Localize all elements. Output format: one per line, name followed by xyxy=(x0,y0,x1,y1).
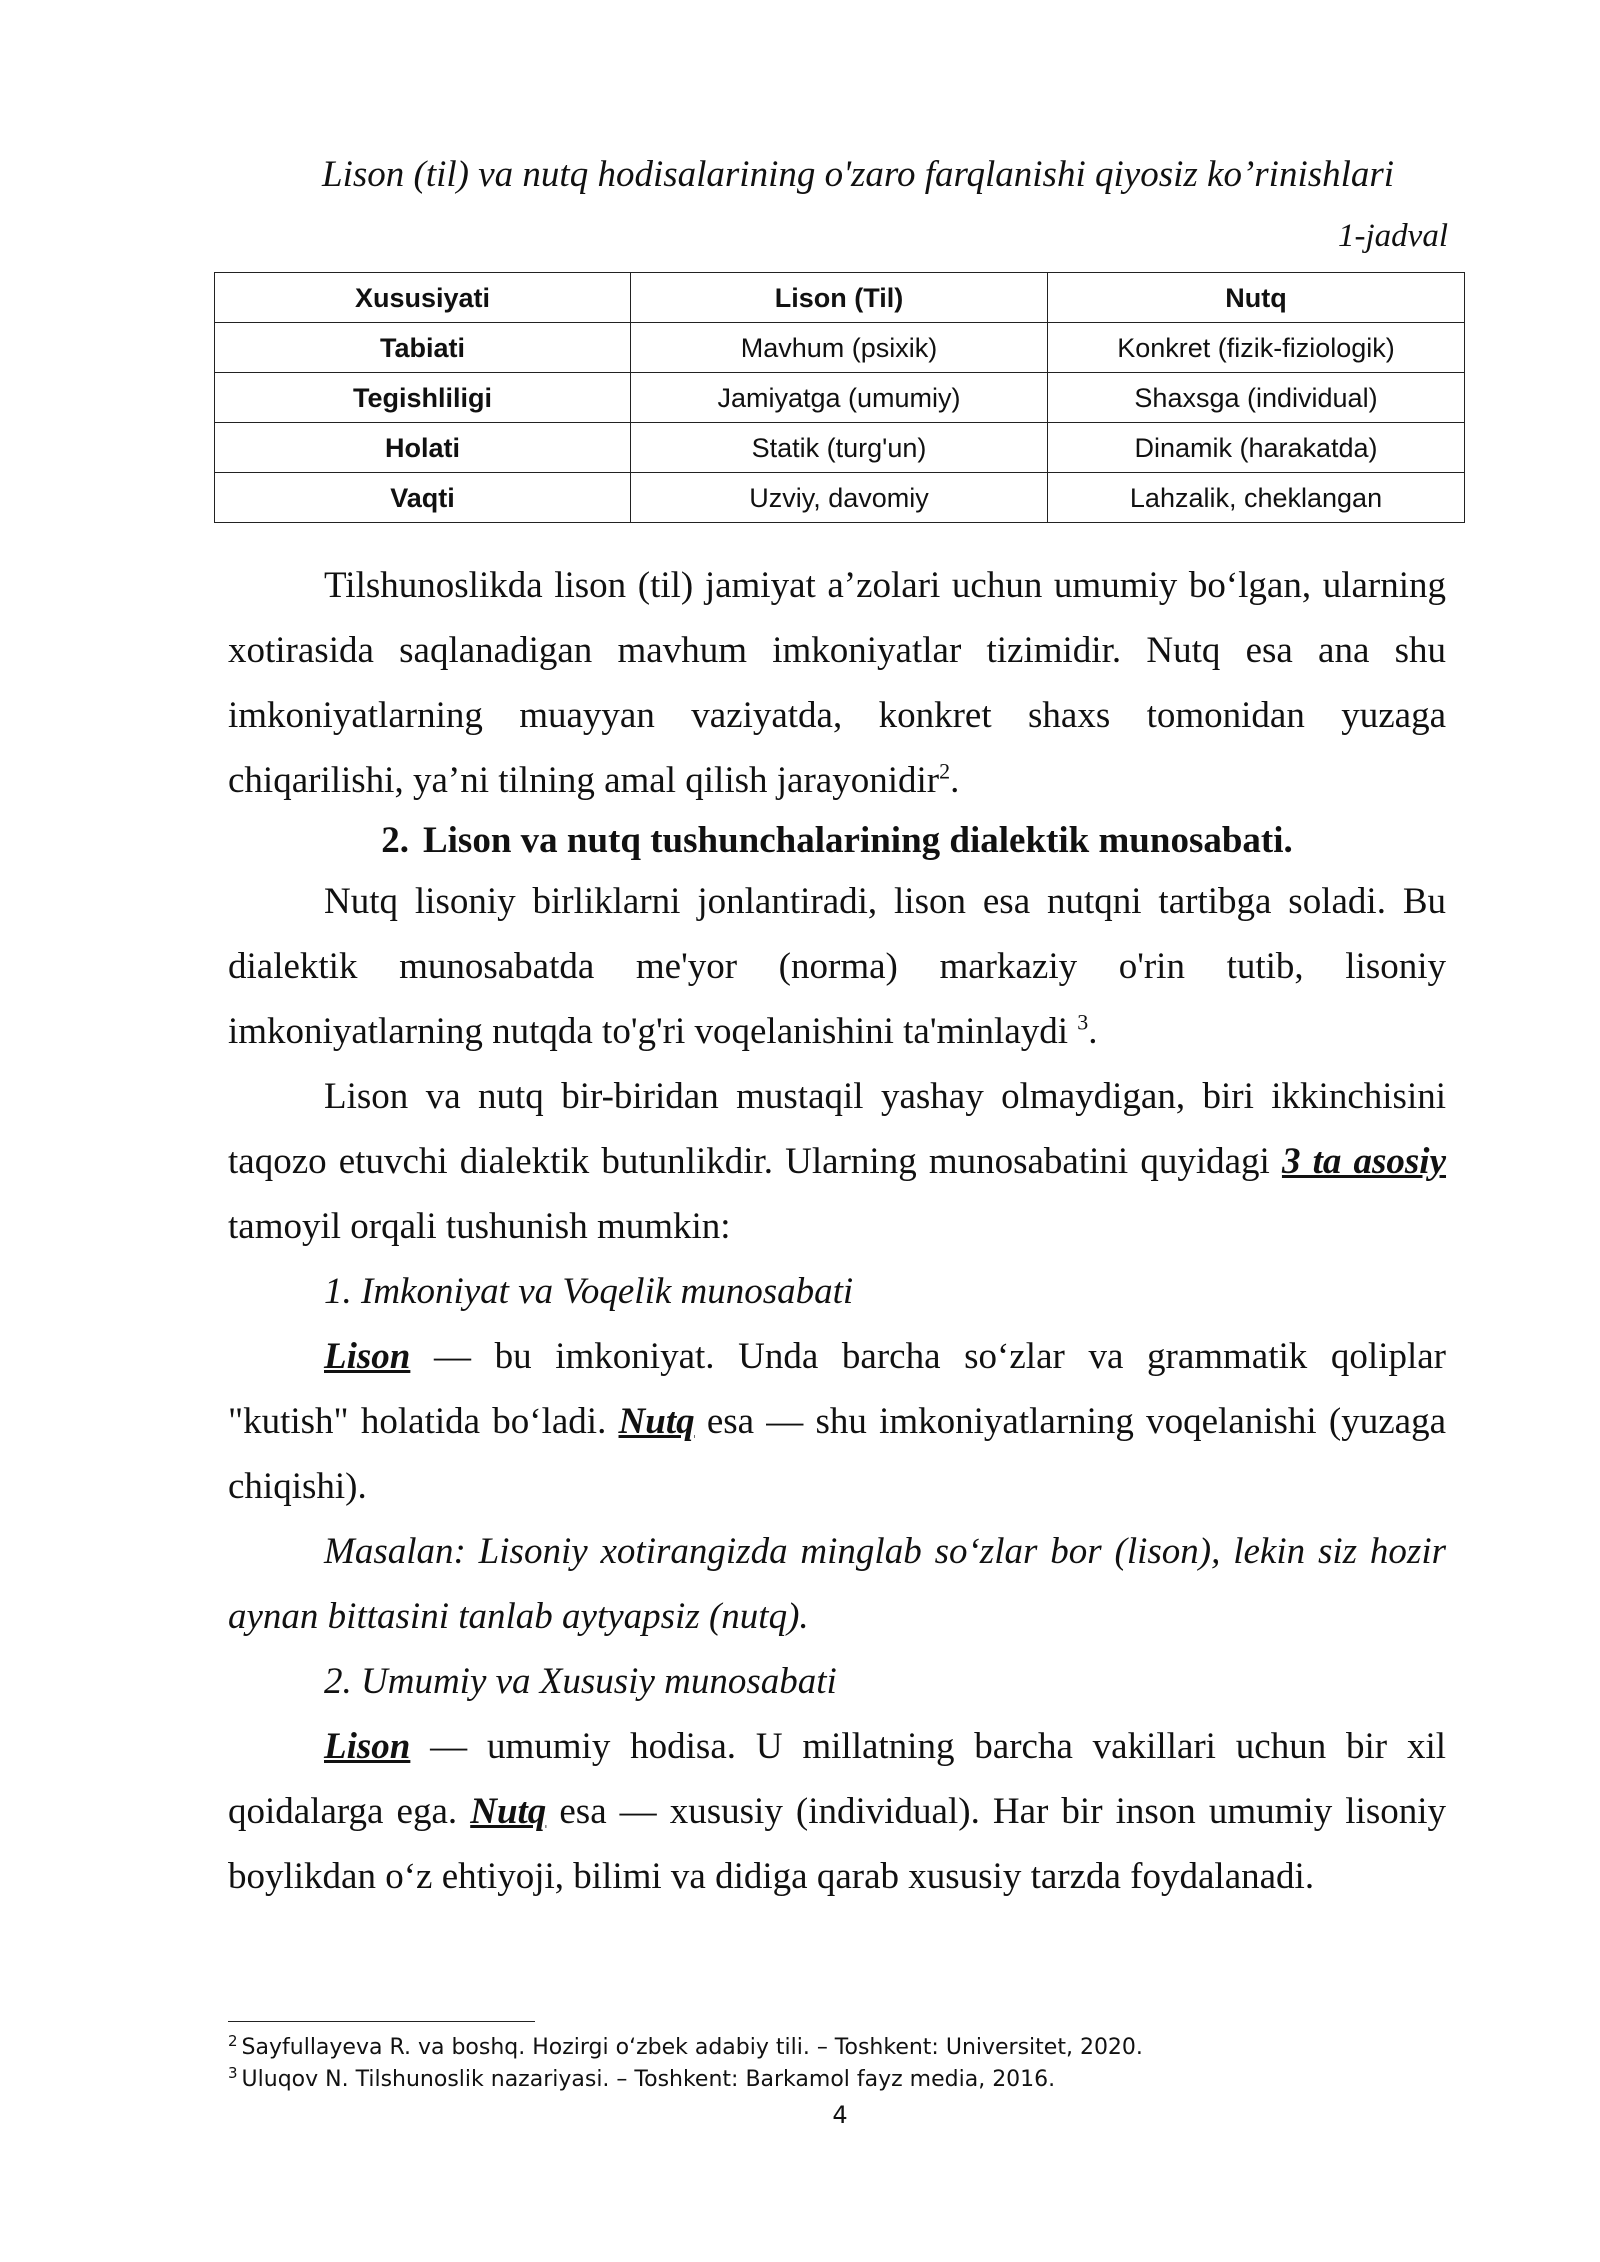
footnotes xyxy=(228,2032,1446,2096)
body-text xyxy=(228,553,1446,1909)
footnote xyxy=(228,2064,1446,2096)
paragraph-principles xyxy=(228,1064,1446,1259)
emphasis-text: 3 ta asosiy xyxy=(1281,1141,1447,1182)
paragraph-text: tamoyil orqali tushunish mumkin: xyxy=(228,1206,731,1247)
paragraph-text: — bu imkoniyat. Unda barcha so‘zlar va grammatik qoliplar "kutish" holatida bo‘ladi. xyxy=(228,1336,1446,1442)
table-cell: Jamiyatga (umumiy) xyxy=(631,373,1048,423)
footnote-ref: 2 xyxy=(939,758,951,784)
paragraph-end: . xyxy=(1088,1011,1098,1052)
paragraph-possibility xyxy=(228,1324,1446,1519)
table-cell: Statik (turg'un) xyxy=(631,423,1048,473)
table-cell-feature: Tabiati xyxy=(215,323,631,373)
table-cell: Uzviy, davomiy xyxy=(631,473,1048,523)
table-row xyxy=(215,373,1465,423)
term-lison: Lison xyxy=(324,1336,411,1377)
footnote xyxy=(228,2032,1446,2064)
table-header-cell: Xususiyati xyxy=(215,273,631,323)
heading-text: Lison va nutq tushunchalarining dialektik munosabati. xyxy=(422,820,1293,861)
subsection-title: 1. Imkoniyat va Voqelik munosabati xyxy=(324,1271,854,1312)
table-cell: Dinamik (harakatda) xyxy=(1048,423,1465,473)
table-cell-feature: Holati xyxy=(215,423,631,473)
table-cell-feature: Vaqti xyxy=(215,473,631,523)
table-row xyxy=(215,423,1465,473)
term-nutq: Nutq xyxy=(618,1401,695,1442)
comparison-table xyxy=(214,272,1465,523)
table-cell: Shaxsga (individual) xyxy=(1048,373,1465,423)
table-cell: Lahzalik, cheklangan xyxy=(1048,473,1465,523)
footnote-ref: 3 xyxy=(1077,1009,1089,1035)
paragraph-general xyxy=(228,1714,1446,1909)
table-number: 1-jadval xyxy=(1338,218,1448,254)
paragraph-definition xyxy=(228,553,1446,813)
paragraph-text: esa — xususiy (individual). Har bir inson umumiy lisoniy boylikdan o‘z ehtiyoji, bilimi va didiga qarab xususiy tarzda foydalanadi. xyxy=(228,1791,1446,1897)
heading-number: 2. xyxy=(381,820,409,861)
paragraph-text: esa — shu imkoniyatlarning voqelanishi (yuzaga chiqishi). xyxy=(228,1401,1446,1507)
footnote-mark: 2 xyxy=(228,2031,238,2050)
section-heading xyxy=(228,813,1446,869)
table-row xyxy=(215,323,1465,373)
footnote-text: Uluqov N. Tilshunoslik nazariyasi. – Toshkent: Barkamol fayz media, 2016. xyxy=(241,2067,1056,2092)
paragraph-text: Nutq lisoniy birliklarni jonlantiradi, lison esa nutqni tartibga soladi. Bu dialektik munosabatda me'yor (norma) markaziy o'rin tutib, lisoniy imkoniyatlarning nutqda to'g'ri voqelanishini ta'minlaydi xyxy=(228,881,1446,1052)
footnote-separator xyxy=(228,2021,535,2022)
table-cell: Mavhum (psixik) xyxy=(631,323,1048,373)
subsection-title: 2. Umumiy va Xususiy munosabati xyxy=(324,1661,837,1702)
example-paragraph: Masalan: Lisoniy xotirangizda minglab so‘zlar bor (lison), lekin siz hozir aynan bittasini tanlab aytyapsiz (nutq). xyxy=(228,1531,1446,1637)
paragraph-text: Lison va nutq bir-biridan mustaqil yashay olmaydigan, biri ikkinchisini taqozo etuvchi dialektik butunlikdir. Ularning munosabatini quyidagi xyxy=(228,1076,1446,1182)
table-row xyxy=(215,473,1465,523)
term-nutq: Nutq xyxy=(470,1791,547,1832)
table-cell: Konkret (fizik-fiziologik) xyxy=(1048,323,1465,373)
footnote-text: Sayfullayeva R. va boshq. Hozirgi o‘zbek adabiy tili. – Toshkent: Universitet, 2020. xyxy=(241,2035,1143,2060)
table-header-cell: Nutq xyxy=(1048,273,1465,323)
paragraph-text: Tilshunoslikda lison (til) jamiyat a’zolari uchun umumiy bo‘lgan, ularning xotirasida saqlanadigan mavhum imkoniyatlar tizimidir. Nutq esa ana shu imkoniyatlarning muayyan vaziyatda, konkret shaxs tomonidan yuzaga chiqarilishi, ya’ni tilning amal qilish jarayonidir xyxy=(228,565,1446,801)
table-title: Lison (til) va nutq hodisalarining o'zaro farqlanishi qiyosiz ko’rinishlari xyxy=(322,154,1395,195)
page-number: 4 xyxy=(832,2101,848,2129)
footnote-mark: 3 xyxy=(228,2063,238,2082)
table-cell-feature: Tegishliligi xyxy=(215,373,631,423)
term-lison: Lison xyxy=(324,1726,411,1767)
table-header-row xyxy=(215,273,1465,323)
paragraph-end: . xyxy=(950,760,960,801)
paragraph-text: — umumiy hodisa. U millatning barcha vakillari uchun bir xil qoidalarga ega. xyxy=(228,1726,1446,1832)
paragraph-dialectic xyxy=(228,869,1446,1064)
table-header-cell: Lison (Til) xyxy=(631,273,1048,323)
